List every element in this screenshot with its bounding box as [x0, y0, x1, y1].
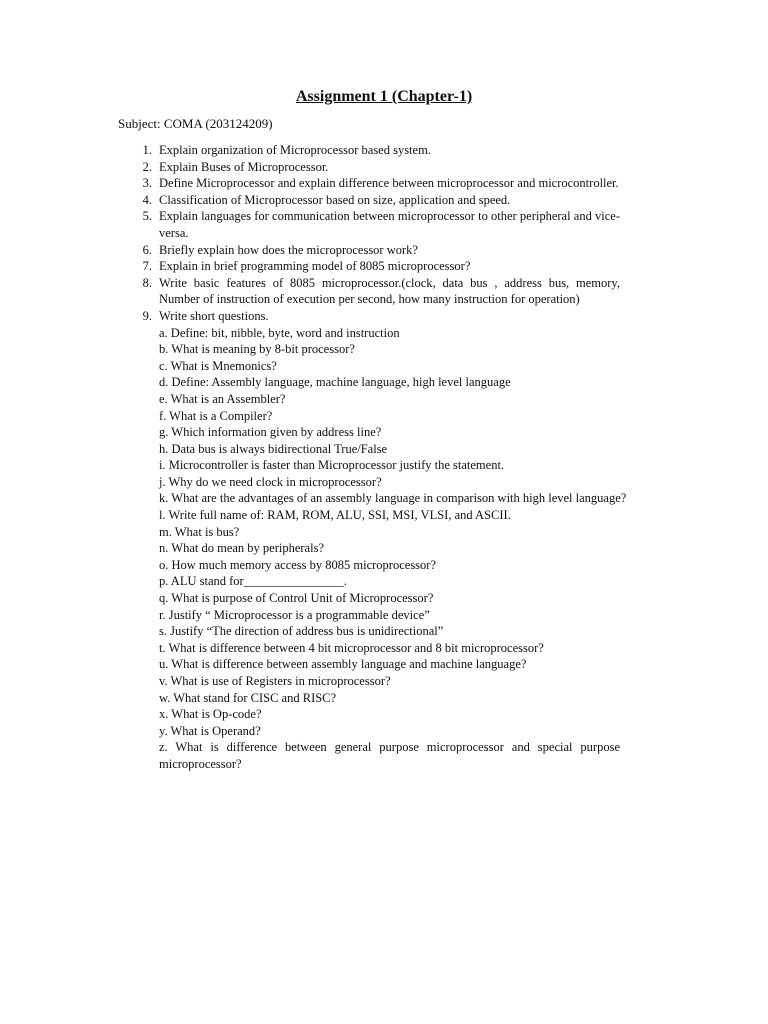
question-text: Write basic features of 8085 microprocessor.(clock, data bus , address bus, memory, Number of instruction of execution per second, how many instruction for operation) — [159, 275, 620, 307]
short-question-item: q. What is purpose of Control Unit of Microprocessor? — [159, 591, 434, 606]
question-number: 3. — [142, 176, 152, 191]
question-text: Explain Buses of Microprocessor. — [159, 159, 329, 174]
short-question-item: e. What is an Assembler? — [159, 391, 286, 406]
question-text: Write short questions. — [159, 308, 269, 323]
short-question-item: w. What stand for CISC and RISC? — [159, 690, 337, 705]
short-question-item: x. What is Op-code? — [159, 707, 262, 722]
question-text: Briefly explain how does the microprocessor work? — [159, 242, 418, 257]
question-number: 1. — [142, 143, 152, 157]
short-question-item: h. Data bus is always bidirectional True/False — [159, 441, 388, 456]
question-number: 4. — [142, 192, 152, 207]
question-item — [136, 275, 620, 308]
question-list — [136, 142, 627, 773]
question-number: 7. — [142, 259, 152, 274]
short-question-item: j. Why do we need clock in microprocessor? — [159, 474, 382, 489]
question-text: Explain organization of Microprocessor based system. — [159, 143, 431, 157]
question-item — [136, 142, 620, 159]
short-question-item: a. Define: bit, nibble, byte, word and instruction — [159, 325, 400, 340]
short-question-item: c. What is Mnemonics? — [159, 358, 277, 373]
question-number: 5. — [142, 209, 152, 224]
short-question-item: f. What is a Compiler? — [159, 408, 273, 423]
question-number: 9. — [142, 308, 152, 323]
question-item — [136, 159, 620, 176]
short-question-item: p. ALU stand for________________. — [159, 574, 347, 589]
short-question-item: o. How much memory access by 8085 microprocessor? — [159, 557, 437, 572]
short-question-item: b. What is meaning by 8-bit processor? — [159, 342, 355, 357]
question-number: 2. — [142, 159, 152, 174]
short-question-item: d. Define: Assembly language, machine language, high level language — [159, 375, 511, 390]
question-item — [136, 308, 620, 325]
question-text: Explain in brief programming model of 8085 microprocessor? — [159, 259, 471, 274]
short-question-item: v. What is use of Registers in microprocessor? — [159, 674, 391, 688]
short-question-item: l. Write full name of: RAM, ROM, ALU, SSI, MSI, VLSI, and ASCII. — [159, 508, 511, 523]
short-question-item: g. Which information given by address line? — [159, 425, 382, 440]
short-question-item: s. Justify “The direction of address bus is unidirectional” — [159, 624, 444, 639]
short-question-list — [159, 325, 627, 773]
short-question-item: i. Microcontroller is faster than Microprocessor justify the statement. — [159, 458, 505, 473]
question-number: 6. — [142, 242, 152, 257]
short-question-item: z. What is difference between general purpose microprocessor and special purpose microprocessor? — [159, 740, 620, 771]
short-question-item: m. What is bus? — [159, 524, 240, 539]
short-question-item: n. What do mean by peripherals? — [159, 541, 324, 556]
question-item — [136, 192, 620, 209]
short-question-item: y. What is Operand? — [159, 723, 261, 738]
question-text: Explain languages for communication between microprocessor to other peripheral and vice-versa. — [159, 209, 620, 240]
question-item — [136, 242, 620, 259]
short-question-item: t. What is difference between 4 bit microprocessor and 8 bit microprocessor? — [159, 640, 544, 655]
document-title: Assignment 1 (Chapter-1) — [295, 88, 473, 105]
question-text: Classification of Microprocessor based on size, application and speed. — [159, 192, 511, 207]
short-question-item: r. Justify “ Microprocessor is a programmable device” — [159, 607, 430, 622]
question-item — [136, 258, 620, 275]
question-item — [136, 208, 620, 241]
question-text: Define Microprocessor and explain difference between microprocessor and microcontroller. — [159, 176, 619, 191]
question-number: 8. — [142, 275, 152, 290]
question-item — [136, 175, 620, 192]
short-question-item: k. What are the advantages of an assembly language in comparison with high level language? — [159, 491, 627, 506]
short-question-item: u. What is difference between assembly language and machine language? — [159, 657, 527, 672]
subject-line: Subject: COMA (203124209) — [118, 116, 273, 131]
